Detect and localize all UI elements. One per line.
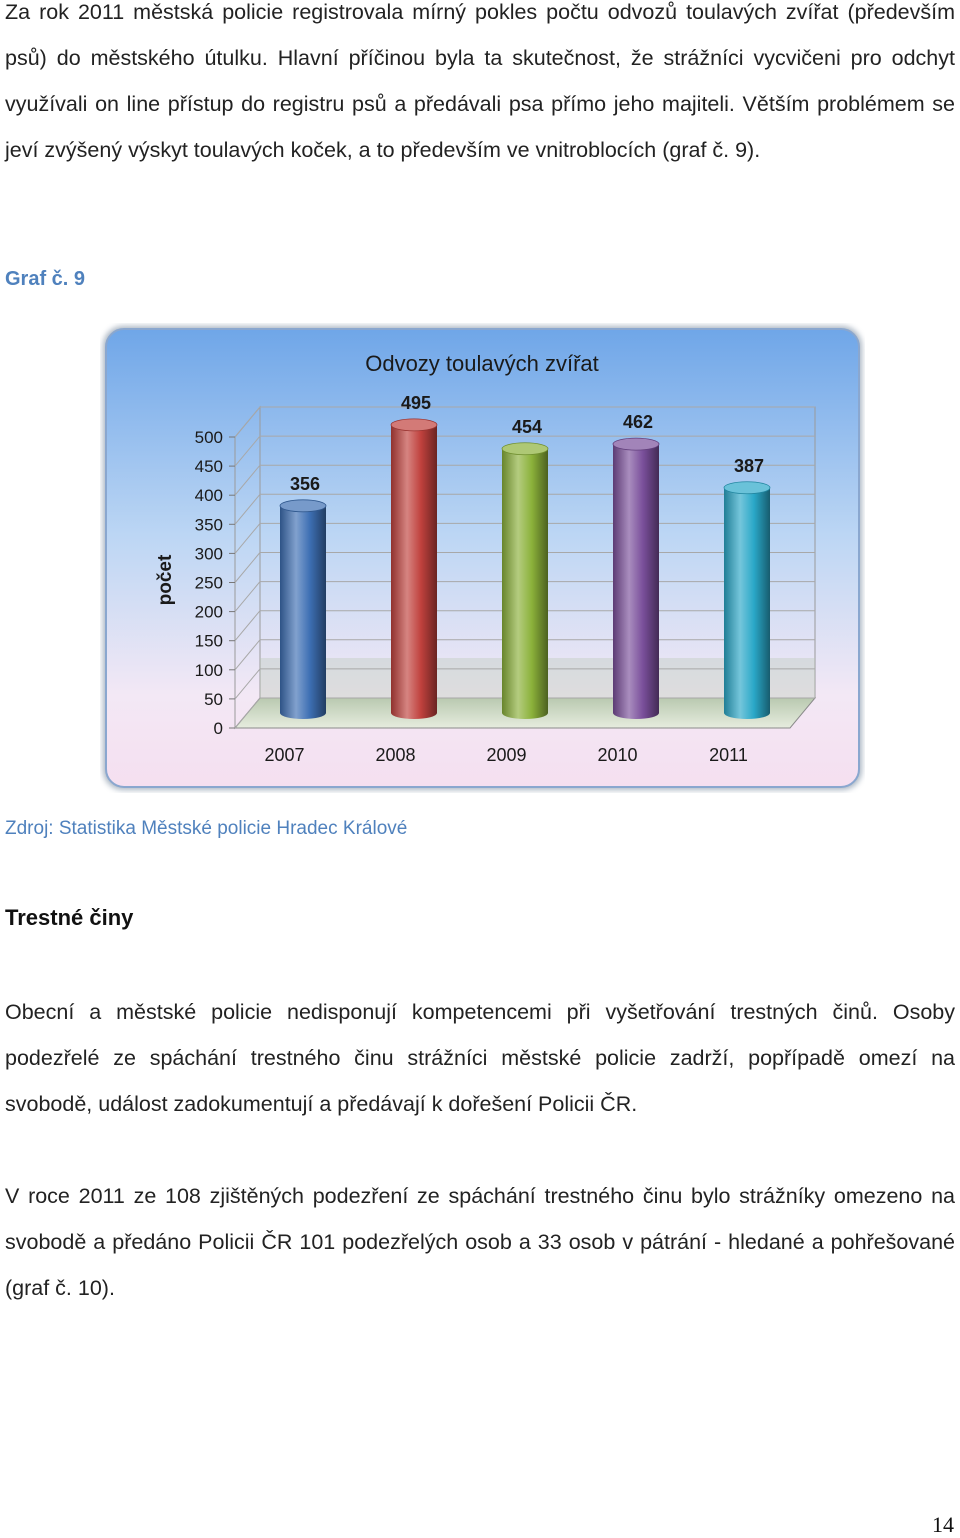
y-tick-label: 50: [204, 689, 223, 709]
bar-top: [391, 419, 437, 431]
y-tick-label: 300: [194, 544, 223, 564]
bar-2007: [280, 500, 326, 719]
bar-2011: [724, 482, 770, 719]
chart-container: [100, 323, 865, 793]
bar-chart: [100, 323, 865, 793]
data-label: 454: [511, 416, 543, 437]
bar-body: [724, 488, 770, 719]
data-label: 462: [622, 412, 654, 433]
bar-top: [280, 500, 326, 512]
y-tick-label: 250: [194, 573, 223, 593]
bar-body: [280, 506, 326, 719]
x-tick-label: 2008: [375, 745, 416, 765]
x-tick-label: 2007: [264, 745, 305, 765]
bar-body: [613, 444, 659, 719]
data-label: 495: [400, 392, 432, 413]
source-note: Zdroj: Statistika Městské policie Hradec Králové: [5, 818, 408, 839]
bar-top: [613, 438, 659, 450]
y-tick-label: 150: [194, 631, 223, 651]
y-tick-label: 400: [194, 486, 223, 506]
bar-body: [502, 449, 548, 719]
paragraph-3: V roce 2011 ze 108 zjištěných podezření ze spáchání trestného činu bylo strážníky omezeno na svobodě a předáno Policii ČR 101 podezřelých osob a 33 osob v pátrání - hledané a pohřešované (graf č. 10).: [5, 1184, 955, 1300]
y-tick-label: 500: [194, 428, 223, 447]
bar-top: [724, 482, 770, 494]
chart-title: Odvozy toulavých zvířat: [365, 351, 599, 376]
intro-paragraph: Za rok 2011 městská policie registrovala mírný pokles počtu odvozů toulavých zvířat (především psů) do městského útulku. Hlavní příčinou byla ta skutečnost, že strážníci vycvičeni pro odchyt využívali on line přístup do registru psů a předávali psa přímo jeho majiteli. Větším problémem se jeví zvýšený výskyt toulavých koček, a to především ve vnitroblocích (graf č. 9).: [5, 0, 955, 162]
data-label: 387: [733, 455, 765, 476]
y-tick-label: 450: [194, 457, 223, 477]
bar-2009: [502, 443, 548, 719]
bar-body: [391, 425, 437, 719]
bar-2008: [391, 419, 437, 719]
section-heading: Trestné činy: [5, 905, 134, 930]
figure-label: Graf č. 9: [5, 268, 86, 290]
bar-2010: [613, 438, 659, 719]
y-axis-label: počet: [155, 554, 176, 606]
y-tick-label: 100: [194, 660, 223, 680]
page-number: 14: [932, 1512, 954, 1537]
paragraph-2: Obecní a městské policie nedisponují kompetencemi při vyšetřování trestných činů. Osoby podezřelé ze spáchání trestného činu strážníci městské policie zadrží, popřípadě omezí na svobodě, událost zadokumentují a předávají k dořešení Policii ČR.: [5, 1000, 955, 1116]
x-tick-label: 2009: [486, 745, 527, 765]
y-tick-label: 200: [194, 602, 223, 622]
x-tick-label: 2011: [709, 745, 748, 765]
data-label: 356: [289, 473, 321, 494]
y-tick-label: 0: [213, 719, 223, 738]
bar-top: [502, 443, 548, 455]
y-tick-label: 350: [194, 515, 223, 535]
x-tick-label: 2010: [597, 745, 638, 765]
